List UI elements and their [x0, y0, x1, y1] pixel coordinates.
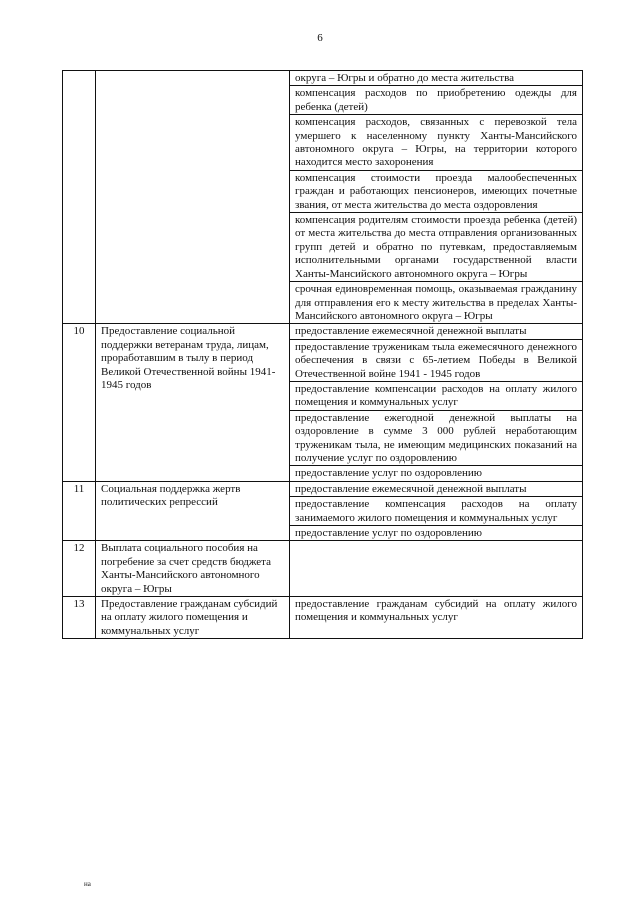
service-name: [96, 71, 290, 324]
service-name: Предоставление гражданам субсидий на оплату жилого помещения и коммунальных услуг: [96, 597, 290, 639]
support-measure: срочная единовременная помощь, оказываемая гражданину для отправления его к месту жительства в пределах Ханты-Мансийского автономного округа – Югры: [290, 282, 583, 324]
support-measure: компенсация родителям стоимости проезда ребенка (детей) от места жительства до места отправления организованных групп детей и обратно по путевкам, предоставляемым исполнительными органами государственной власти Ханты-Мансийского автономного округа – Югры: [290, 213, 583, 282]
service-name: Предоставление социальной поддержки ветеранам труда, лицам, проработавшим в тылу в период Великой Отечественной войны 1941-1945 годов: [96, 324, 290, 481]
row-number: 13: [63, 597, 96, 639]
social-services-table: [62, 70, 583, 639]
support-measure: предоставление услуг по оздоровлению: [290, 466, 583, 481]
table-row: [63, 324, 583, 339]
support-measure: предоставление компенсация расходов на оплату занимаемого жилого помещения и коммунальных услуг: [290, 497, 583, 526]
support-measure: компенсация расходов, связанных с перевозкой тела умершего к населенному пункту Ханты-Мансийского автономного округа – Югры, на территории которого находится место захоронения: [290, 115, 583, 171]
table-row: [63, 481, 583, 496]
table-body: [63, 71, 583, 639]
support-measure: предоставление труженикам тыла ежемесячного денежного обеспечения в связи с 65-летием Победы в Великой Отечественной войне 1941 - 1945 годов: [290, 339, 583, 381]
row-number: 11: [63, 481, 96, 541]
service-name: Социальная поддержка жертв политических репрессий: [96, 481, 290, 541]
row-number: 10: [63, 324, 96, 481]
footer-mark: на: [84, 880, 91, 888]
support-measure: предоставление ежемесячной денежной выплаты: [290, 324, 583, 339]
table-row: [63, 597, 583, 639]
support-measure: предоставление услуг по оздоровлению: [290, 526, 583, 541]
table-row: [63, 541, 583, 597]
service-name: Выплата социального пособия на погребение за счет средств бюджета Ханты-Мансийского автономного округа – Югры: [96, 541, 290, 597]
support-measure: компенсация расходов по приобретению одежды для ребенка (детей): [290, 86, 583, 115]
support-measure: предоставление гражданам субсидий на оплату жилого помещения и коммунальных услуг: [290, 597, 583, 639]
support-measure: предоставление ежемесячной денежной выплаты: [290, 481, 583, 496]
support-measure: предоставление ежегодной денежной выплаты на оздоровление в сумме 3 000 рублей неработающим труженикам тыла, не имеющим медицинских показаний на получение услуг по оздоровлению: [290, 410, 583, 466]
support-measure: предоставление компенсации расходов на оплату жилого помещения и коммунальных услуг: [290, 381, 583, 410]
support-measure: [290, 541, 583, 597]
page-number: 6: [317, 32, 323, 44]
row-number: [63, 71, 96, 324]
table-row: [63, 71, 583, 86]
row-number: 12: [63, 541, 96, 597]
support-measure: компенсация стоимости проезда малообеспеченных граждан и работающих пенсионеров, имеющих почетные звания, от места жительства до места оздоровления: [290, 170, 583, 212]
support-measure: округа – Югры и обратно до места жительства: [290, 71, 583, 86]
